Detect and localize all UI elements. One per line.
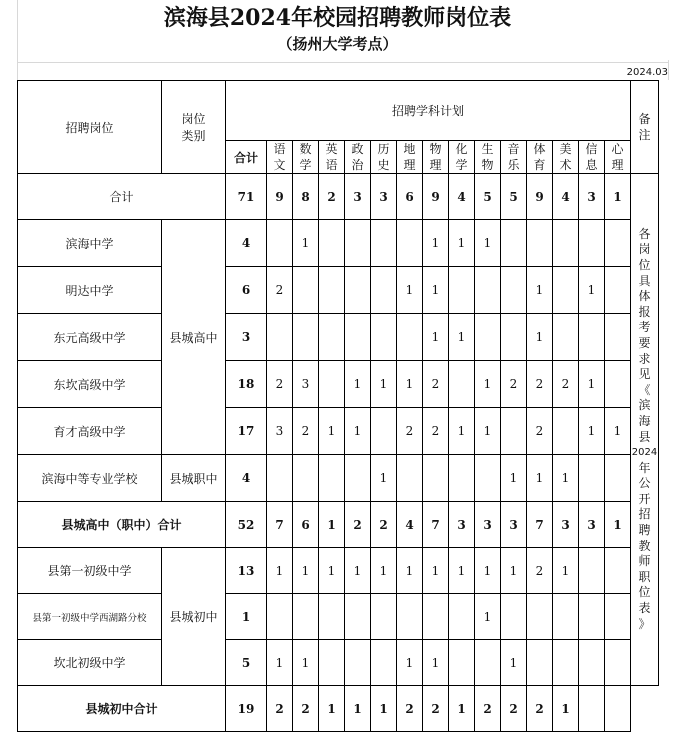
- category-junior: 县城初中: [162, 548, 226, 686]
- subject-count: [527, 594, 553, 640]
- subject-count: 1: [579, 267, 605, 314]
- subject-count: [501, 408, 527, 455]
- subject-count: [397, 314, 423, 361]
- header-plan: 招聘学科计划: [226, 81, 631, 141]
- subject-count: 1: [423, 314, 449, 361]
- subject-count: 1: [345, 548, 371, 594]
- row-total: 1: [226, 594, 267, 640]
- school-row: [18, 361, 659, 408]
- subject-count: [371, 267, 397, 314]
- subject-count: [449, 267, 475, 314]
- subject-count: 2: [293, 686, 319, 732]
- subject-count: [605, 314, 631, 361]
- school-name: 滨海中学: [18, 220, 162, 267]
- subject-count: [397, 220, 423, 267]
- school-row: [18, 455, 659, 502]
- subject-count: 2: [423, 686, 449, 732]
- subject-count: 6: [293, 502, 319, 548]
- subject-count: 1: [475, 408, 501, 455]
- subject-count: 1: [579, 361, 605, 408]
- subject-count: 1: [371, 686, 397, 732]
- subject-count: 1: [527, 314, 553, 361]
- date-label: 2024.03: [626, 67, 668, 78]
- header-row: [18, 81, 659, 141]
- subject-count: 4: [449, 174, 475, 220]
- subject-count: 2: [501, 361, 527, 408]
- subject-count: 1: [371, 361, 397, 408]
- subject-count: 2: [293, 408, 319, 455]
- school-name: 坎北初级中学: [18, 640, 162, 686]
- subject-count: 1: [293, 220, 319, 267]
- subject-count: [319, 220, 345, 267]
- header-subject: 物 理: [423, 141, 449, 174]
- subject-count: 1: [449, 686, 475, 732]
- subject-count: [553, 220, 579, 267]
- subject-count: 6: [397, 174, 423, 220]
- header-position: 招聘岗位: [18, 81, 162, 174]
- subject-count: [605, 640, 631, 686]
- school-name: 县第一初级中学西湖路分校: [18, 594, 162, 640]
- subject-count: 1: [449, 548, 475, 594]
- subject-count: 3: [293, 361, 319, 408]
- subject-count: 8: [293, 174, 319, 220]
- subject-count: 1: [293, 548, 319, 594]
- subject-count: 2: [501, 686, 527, 732]
- subject-count: [267, 594, 293, 640]
- subject-count: [605, 361, 631, 408]
- subject-count: 1: [423, 267, 449, 314]
- row-total: 52: [226, 502, 267, 548]
- subject-count: [579, 548, 605, 594]
- subject-count: [397, 594, 423, 640]
- subject-count: [267, 220, 293, 267]
- school-row: [18, 594, 659, 640]
- subject-count: 3: [267, 408, 293, 455]
- subject-count: [319, 314, 345, 361]
- header-subject: 心 理: [605, 141, 631, 174]
- category-high: 县城高中: [162, 220, 226, 455]
- subject-count: 1: [397, 548, 423, 594]
- subject-count: 2: [553, 361, 579, 408]
- subject-count: 3: [579, 502, 605, 548]
- subject-count: 1: [319, 686, 345, 732]
- subject-count: 2: [267, 686, 293, 732]
- subject-count: 1: [397, 361, 423, 408]
- subject-count: 1: [501, 455, 527, 502]
- subject-count: [345, 455, 371, 502]
- subject-count: 1: [397, 640, 423, 686]
- subject-count: 1: [475, 594, 501, 640]
- subject-count: 1: [527, 455, 553, 502]
- header-subject: 化 学: [449, 141, 475, 174]
- header-subject: 音 乐: [501, 141, 527, 174]
- header-subject: 信 息: [579, 141, 605, 174]
- subject-count: 1: [345, 361, 371, 408]
- grand-total-row: [18, 174, 659, 220]
- header-total: 合计: [226, 141, 267, 174]
- school-name: 滨海中等专业学校: [18, 455, 162, 502]
- subject-count: [605, 267, 631, 314]
- subject-count: 1: [605, 502, 631, 548]
- subtotal-high-row: [18, 502, 659, 548]
- subject-count: 1: [423, 640, 449, 686]
- subject-count: 2: [475, 686, 501, 732]
- subject-count: 2: [527, 548, 553, 594]
- subject-count: 3: [345, 174, 371, 220]
- recruitment-table: [17, 80, 659, 732]
- subject-count: 7: [267, 502, 293, 548]
- subject-count: [449, 361, 475, 408]
- subject-count: 2: [527, 686, 553, 732]
- row-total: 3: [226, 314, 267, 361]
- subject-count: [319, 455, 345, 502]
- header-subject: 历 史: [371, 141, 397, 174]
- subject-count: [423, 455, 449, 502]
- subject-count: [501, 267, 527, 314]
- subject-count: [553, 408, 579, 455]
- row-total: 17: [226, 408, 267, 455]
- subject-count: [267, 455, 293, 502]
- grid-line: [17, 0, 18, 80]
- subject-count: [449, 455, 475, 502]
- subject-count: 1: [449, 314, 475, 361]
- subject-count: [397, 455, 423, 502]
- subject-count: [371, 408, 397, 455]
- school-row: [18, 267, 659, 314]
- subject-count: [579, 686, 605, 732]
- subject-count: 1: [475, 548, 501, 594]
- row-total: 4: [226, 220, 267, 267]
- subject-count: 1: [319, 502, 345, 548]
- subject-count: 2: [423, 361, 449, 408]
- subject-count: [293, 594, 319, 640]
- subject-count: [449, 594, 475, 640]
- subject-count: [345, 267, 371, 314]
- subject-count: [319, 640, 345, 686]
- subject-count: 1: [319, 548, 345, 594]
- subject-count: [345, 220, 371, 267]
- subject-count: [501, 314, 527, 361]
- school-name: 育才高级中学: [18, 408, 162, 455]
- subject-count: 1: [527, 267, 553, 314]
- school-row: [18, 314, 659, 361]
- school-name: 县第一初级中学: [18, 548, 162, 594]
- grid-line: [17, 62, 669, 63]
- page-subtitle: （扬州大学考点）: [277, 35, 398, 53]
- school-row: [18, 220, 659, 267]
- row-total: 5: [226, 640, 267, 686]
- category-vocational: 县城职中: [162, 455, 226, 502]
- subject-count: 1: [553, 548, 579, 594]
- subject-count: [293, 455, 319, 502]
- subject-count: 2: [267, 267, 293, 314]
- subject-count: [475, 640, 501, 686]
- row-total: 18: [226, 361, 267, 408]
- subject-count: 3: [371, 174, 397, 220]
- subject-count: 1: [319, 408, 345, 455]
- school-row: [18, 408, 659, 455]
- subject-count: [319, 267, 345, 314]
- subtotal-junior-label: 县城初中合计: [18, 686, 226, 732]
- subject-count: [319, 594, 345, 640]
- subject-count: 1: [293, 640, 319, 686]
- subject-count: [345, 314, 371, 361]
- subject-count: 7: [423, 502, 449, 548]
- subject-count: [475, 267, 501, 314]
- subject-count: [553, 314, 579, 361]
- subject-count: 1: [267, 548, 293, 594]
- subject-count: 1: [579, 408, 605, 455]
- subject-count: 1: [501, 640, 527, 686]
- school-name: 东坎高级中学: [18, 361, 162, 408]
- subject-count: 1: [475, 220, 501, 267]
- subject-count: 5: [475, 174, 501, 220]
- subject-count: [501, 220, 527, 267]
- subject-count: [605, 686, 631, 732]
- row-total: 71: [226, 174, 267, 220]
- subject-count: [553, 267, 579, 314]
- header-subject: 生 物: [475, 141, 501, 174]
- subject-count: 1: [605, 174, 631, 220]
- subject-count: 1: [475, 361, 501, 408]
- subject-count: 1: [501, 548, 527, 594]
- subject-count: 7: [527, 502, 553, 548]
- subject-count: 2: [371, 502, 397, 548]
- subject-count: 2: [397, 686, 423, 732]
- row-total: 6: [226, 267, 267, 314]
- subject-count: [267, 314, 293, 361]
- subject-count: 1: [553, 686, 579, 732]
- subject-count: 1: [397, 267, 423, 314]
- subject-count: 3: [501, 502, 527, 548]
- row-total: 19: [226, 686, 267, 732]
- page-title: 滨海县2024年校园招聘教师岗位表: [163, 5, 512, 31]
- subject-count: 9: [423, 174, 449, 220]
- subject-count: [579, 314, 605, 361]
- subject-count: [319, 361, 345, 408]
- header-subject: 语 文: [267, 141, 293, 174]
- subject-count: 2: [319, 174, 345, 220]
- subject-count: 2: [397, 408, 423, 455]
- subject-count: 2: [345, 502, 371, 548]
- subject-count: 9: [267, 174, 293, 220]
- subject-count: 1: [449, 408, 475, 455]
- grand-total-label: 合计: [18, 174, 226, 220]
- subject-count: 4: [553, 174, 579, 220]
- subject-count: [345, 594, 371, 640]
- header-remark: 备 注: [631, 81, 659, 174]
- subject-count: 3: [579, 174, 605, 220]
- school-row: [18, 548, 659, 594]
- subject-count: 1: [371, 548, 397, 594]
- subject-count: [579, 455, 605, 502]
- subject-count: [345, 640, 371, 686]
- subject-count: 3: [475, 502, 501, 548]
- subject-count: [527, 220, 553, 267]
- subject-count: 1: [345, 686, 371, 732]
- header-subject: 地 理: [397, 141, 423, 174]
- subject-count: [423, 594, 449, 640]
- subject-count: 1: [553, 455, 579, 502]
- subject-count: [371, 220, 397, 267]
- subject-count: 1: [423, 548, 449, 594]
- subject-count: 1: [605, 408, 631, 455]
- header-subject: 美 术: [553, 141, 579, 174]
- subject-count: [579, 640, 605, 686]
- subject-count: [605, 548, 631, 594]
- school-row: [18, 640, 659, 686]
- subject-count: 5: [501, 174, 527, 220]
- subject-count: [449, 640, 475, 686]
- subtotal-high-label: 县城高中（职中）合计: [18, 502, 226, 548]
- subject-count: [475, 455, 501, 502]
- row-total: 4: [226, 455, 267, 502]
- subject-count: 2: [423, 408, 449, 455]
- subject-count: 9: [527, 174, 553, 220]
- subtotal-junior-row: [18, 686, 659, 732]
- subject-count: [371, 640, 397, 686]
- subject-count: [605, 220, 631, 267]
- subject-count: [553, 594, 579, 640]
- header-subject: 英 语: [319, 141, 345, 174]
- header-subject: 体 育: [527, 141, 553, 174]
- school-name: 明达中学: [18, 267, 162, 314]
- subject-count: 2: [267, 361, 293, 408]
- subject-count: 1: [371, 455, 397, 502]
- subject-count: [579, 220, 605, 267]
- subject-count: [527, 640, 553, 686]
- subject-count: [579, 594, 605, 640]
- subject-count: 1: [267, 640, 293, 686]
- subject-count: 2: [527, 361, 553, 408]
- remark-note: 各 岗 位 具 体 报 考 要 求 见 《 滨 海 县 2024 年 公 开 招 聘 教 师 职 位 表 》: [631, 174, 659, 686]
- subject-count: [475, 314, 501, 361]
- subject-count: 3: [449, 502, 475, 548]
- subject-count: 2: [527, 408, 553, 455]
- subject-count: 1: [345, 408, 371, 455]
- subject-count: [553, 640, 579, 686]
- subject-count: [605, 594, 631, 640]
- subject-count: 1: [449, 220, 475, 267]
- subject-count: [371, 314, 397, 361]
- subject-count: [501, 594, 527, 640]
- grid-line: [668, 60, 669, 80]
- subject-count: [371, 594, 397, 640]
- subject-count: [293, 267, 319, 314]
- header-subject: 数 学: [293, 141, 319, 174]
- subject-count: 1: [423, 220, 449, 267]
- subject-count: 4: [397, 502, 423, 548]
- header-subject: 政 治: [345, 141, 371, 174]
- header-category: 岗位 类别: [162, 81, 226, 174]
- subject-count: [293, 314, 319, 361]
- row-total: 13: [226, 548, 267, 594]
- subject-count: 3: [553, 502, 579, 548]
- subject-count: [605, 455, 631, 502]
- school-name: 东元高级中学: [18, 314, 162, 361]
